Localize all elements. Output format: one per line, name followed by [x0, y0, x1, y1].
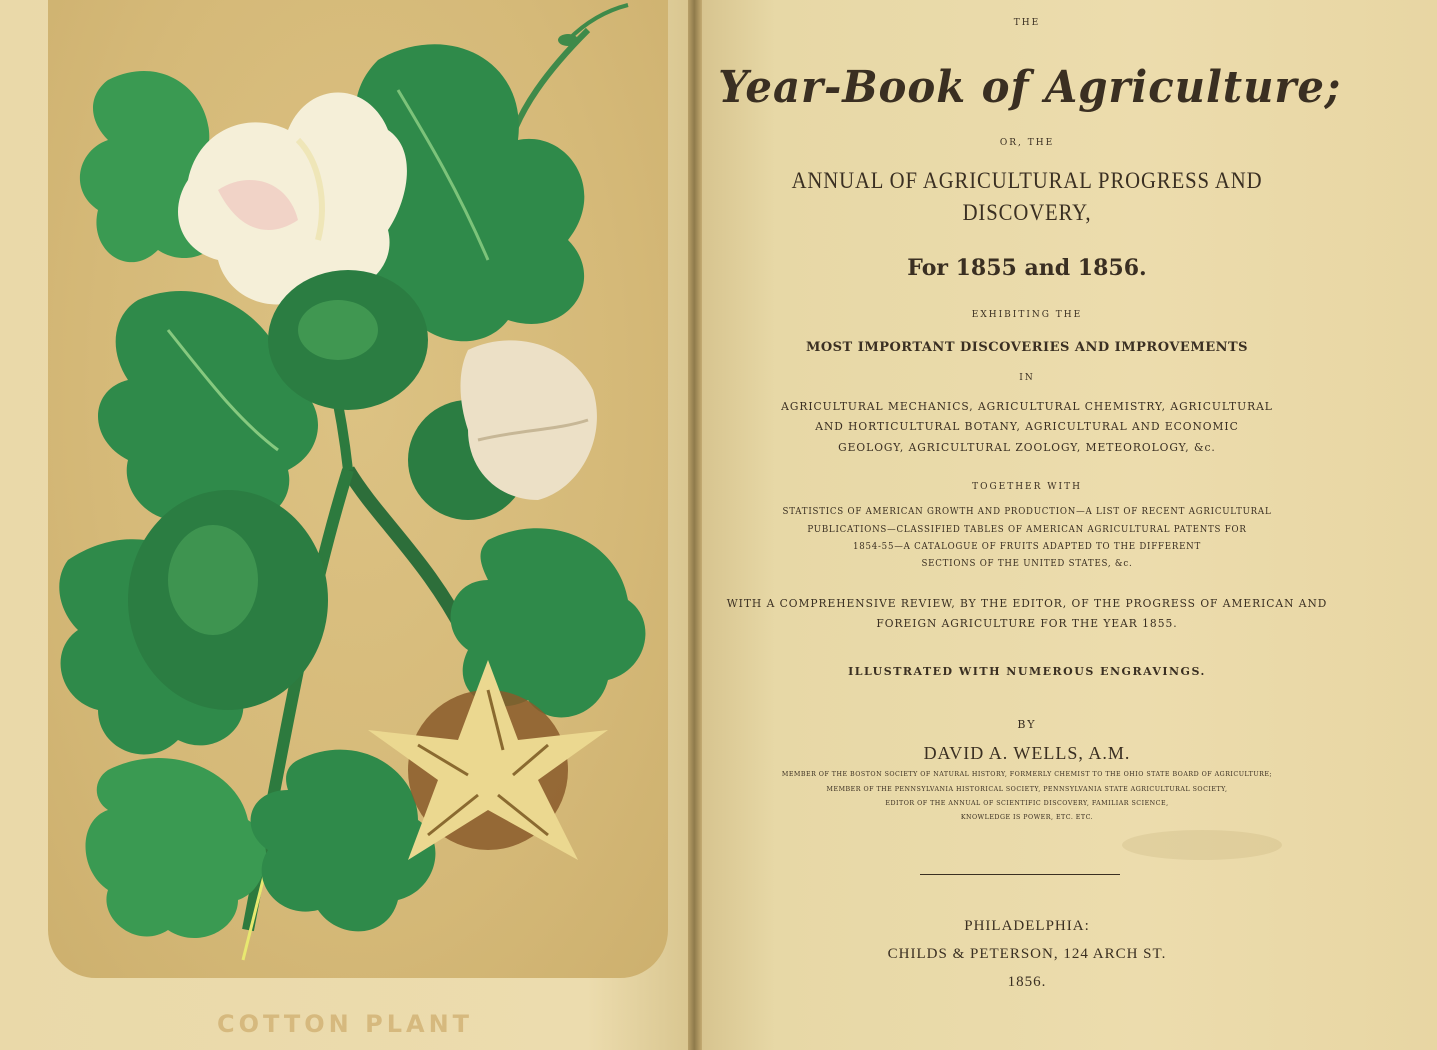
stats-line-2: PUBLICATIONS—CLASSIFIED TABLES OF AMERICAN AGRICULTURAL PATENTS FOR [807, 525, 1247, 535]
title-the: THE [1013, 18, 1041, 28]
book-gutter [688, 0, 702, 1050]
subtitle-line-2: DISCOVERY, [962, 200, 1092, 225]
credentials-line-1: MEMBER OF THE BOSTON SOCIETY OF NATURAL HISTORY, FORMERLY CHEMIST TO THE OHIO STATE BOARD OF AGRICULTURE; [781, 770, 1273, 778]
stats-line-3: 1854-55—A CATALOGUE OF FRUITS ADAPTED TO THE DIFFERENT [852, 542, 1202, 552]
credentials-line-4: KNOWLEDGE IS POWER, ETC. ETC. [960, 813, 1094, 821]
credentials-line-2: MEMBER OF THE PENNSYLVANIA HISTORICAL SOCIETY, PENNSYLVANIA STATE AGRICULTURAL SOCIETY, [826, 785, 1228, 793]
fields-line-1: AGRICULTURAL MECHANICS, AGRICULTURAL CHEMISTRY, AGRICULTURAL [781, 400, 1273, 413]
exhibiting-label: EXHIBITING THE [971, 310, 1083, 320]
publication-city: PHILADELPHIA: [964, 918, 1090, 934]
publication-year: 1856. [1007, 974, 1047, 990]
right-page-title [702, 0, 1437, 1050]
stats-line-1: STATISTICS OF AMERICAN GROWTH AND PRODUCTION—A LIST OF RECENT AGRICULTURAL [782, 507, 1272, 517]
review-line-1: WITH A COMPREHENSIVE REVIEW, BY THE EDITOR, OF THE PROGRESS OF AMERICAN AND [726, 597, 1328, 610]
page-stain [1122, 830, 1282, 860]
by-label: BY [1017, 718, 1037, 731]
author-name: DAVID A. WELLS, A.M. [923, 743, 1131, 763]
title-or-the: OR, THE [999, 138, 1055, 148]
subtitle-line-1: ANNUAL OF AGRICULTURAL PROGRESS AND [791, 168, 1263, 193]
book-title: Year-Book of Agriculture; [718, 62, 1342, 113]
left-page-plate [0, 0, 690, 1050]
stats-line-4: SECTIONS OF THE UNITED STATES, &c. [921, 559, 1133, 569]
illustrated-note: ILLUSTRATED WITH NUMEROUS ENGRAVINGS. [848, 665, 1206, 678]
fields-line-2: AND HORTICULTURAL BOTANY, AGRICULTURAL AND ECONOMIC [815, 420, 1239, 433]
together-with-label: TOGETHER WITH [972, 482, 1082, 492]
fields-line-3: GEOLOGY, AGRICULTURAL ZOOLOGY, METEOROLOGY, &c. [838, 441, 1216, 454]
publisher-name: CHILDS & PETERSON, 124 ARCH ST. [887, 946, 1167, 962]
cotton-plant-illustration [48, 0, 668, 978]
credentials-line-3: EDITOR OF THE ANNUAL OF SCIENTIFIC DISCOVERY, FAMILIAR SCIENCE, [885, 799, 1169, 807]
cotton-plant-illustration-frame [48, 0, 668, 978]
plate-caption: COTTON PLANT [216, 1010, 474, 1038]
divider-rule [920, 874, 1120, 875]
discoveries-heading: MOST IMPORTANT DISCOVERIES AND IMPROVEMENTS [805, 340, 1249, 355]
in-label: IN [1019, 373, 1035, 383]
review-line-2: FOREIGN AGRICULTURE FOR THE YEAR 1855. [876, 617, 1178, 630]
book-years: For 1855 and 1856. [907, 255, 1147, 281]
